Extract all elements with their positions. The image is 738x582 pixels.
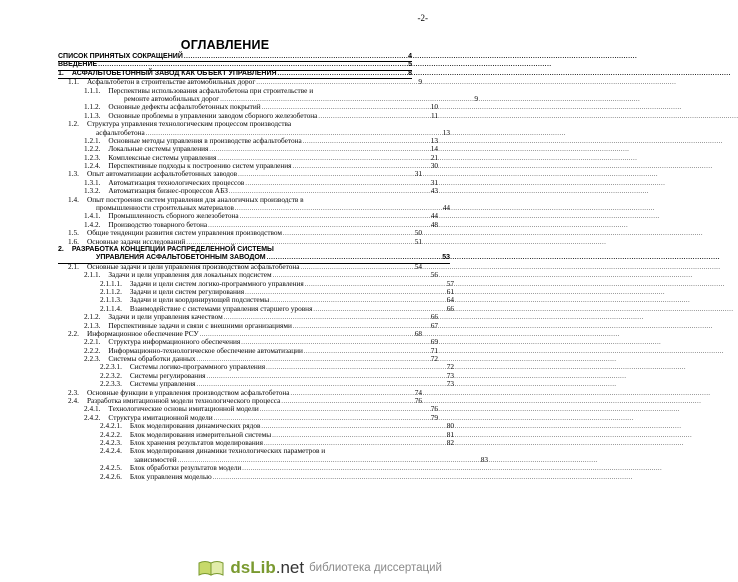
toc-entry-title: Структура информационного обеспечения (108, 337, 241, 347)
toc-entry-number: 1.3.2. (84, 186, 101, 196)
toc-entry-page: 44 (430, 211, 438, 221)
toc-entry-page: 31 (430, 177, 438, 187)
watermark (197, 558, 442, 578)
toc-entry-number: 1.3.1. (84, 177, 101, 187)
toc-entry-page: 79 (430, 412, 438, 422)
toc-entry-title: Локальные системы управления (108, 144, 209, 154)
toc-entry-number: 1.4. (68, 194, 79, 204)
toc-entry-title: Блок управления моделью (129, 471, 212, 481)
toc-entry-number: 2.2.3.3. (100, 379, 122, 389)
toc-entry-title: Общие тенденции развития систем управления производством (86, 228, 283, 238)
toc-entry-title: Информационно-технологическое обеспечение автоматизации (108, 345, 303, 355)
toc-entry-title: Блок моделирования измерительной системы (129, 429, 272, 439)
toc-dot-leader (184, 53, 407, 61)
toc-entry-page: 4 (408, 53, 412, 60)
toc-entry-title: Задачи и цели систем регулирования (129, 286, 245, 296)
toc-entry-number: 2.2.2. (84, 345, 101, 355)
book-logo-icon (197, 560, 225, 576)
toc-entry (58, 236, 422, 246)
toc-entry-page: 76 (414, 396, 422, 406)
toc-entry-number: 2.2. (68, 328, 79, 338)
toc-entry-number: 1.2.3. (84, 152, 101, 162)
toc-entry-number: 1.2.4. (84, 161, 101, 171)
toc-entry-page: 48 (430, 219, 438, 229)
toc-entry-title: ремонте автомобильных дорог (124, 93, 220, 103)
toc-entry (58, 447, 412, 455)
toc-entry-page: 80 (446, 421, 454, 431)
toc-entry-page: 44 (442, 203, 450, 213)
toc-entry-title: Перспективные подходы к построению систем управления (108, 161, 292, 171)
toc-entry-title: Перспективы использования асфальтобетона при строительстве и (108, 85, 314, 95)
table-of-contents (58, 53, 488, 481)
toc-entry-number: 1.1.1. (84, 85, 101, 95)
toc-entry (58, 53, 412, 61)
toc-entry-number: 1.1.2. (84, 102, 101, 112)
toc-entry-number: 2.4.2. (84, 412, 101, 422)
toc-entry-number: 2.1.1.4. (100, 303, 122, 313)
toc-entry-title: Системы регулирования (129, 370, 206, 380)
toc-entry-title: АСФАЛЬТОБЕТОННЫЙ ЗАВОД КАК ОБЪЕКТ УПРАВЛЕНИЯ (71, 69, 277, 77)
toc-entry-number: 1.4.1. (84, 211, 101, 221)
toc-entry-title: зависимостей (134, 454, 177, 464)
toc-entry-page: 56 (430, 270, 438, 280)
toc-entry-page: 13 (430, 135, 438, 145)
toc-entry-page: 82 (446, 437, 454, 447)
toc-entry-page: 14 (430, 144, 438, 154)
toc-entry-title: Блок моделирования динамики технологических параметров и (129, 446, 326, 456)
toc-entry-number: 1. (58, 69, 64, 77)
toc-entry-number: 1.3. (68, 169, 79, 179)
toc-entry-page: 68 (414, 328, 422, 338)
toc-entry-page: 74 (414, 387, 422, 397)
toc-entry-title: Задачи и цели координирующей подсистемы (129, 295, 270, 305)
toc-entry-page: 66 (430, 312, 438, 322)
toc-entry-number: 2.1.2. (84, 312, 101, 322)
toc-entry-number: 2.4.2.1. (100, 421, 122, 431)
toc-entry-title: Основные задачи исследований (86, 236, 186, 246)
toc-entry-title: Системы логико-программного управления (129, 362, 266, 372)
toc-entry-number: 2.4.2.5. (100, 463, 122, 473)
toc-entry-title: Основные функции в управления производством асфальтобетона (86, 387, 290, 397)
toc-entry-page: 57 (446, 278, 454, 288)
toc-entry-title: РАЗРАБОТКА КОНЦЕПЦИИ РАСПРЕДЕЛЕННОЙ СИСТЕМЫ (71, 245, 274, 253)
toc-entry-title: Блок хранения результатов моделирования (129, 437, 263, 447)
toc-entry-page: 81 (446, 429, 454, 439)
toc-entry-title: Основные дефекты асфальтобетонных покрытий (108, 102, 261, 112)
toc-entry-page: 61 (446, 286, 454, 296)
toc-entry-title: Производство товарного бетона (108, 219, 208, 229)
toc-entry-page: 67 (430, 320, 438, 330)
toc-dot-leader (278, 70, 408, 78)
toc-entry-number: 2.2.3.2. (100, 370, 122, 380)
toc-entry-title: Задачи и цели систем логико-программного управления (129, 278, 304, 288)
toc-entry-title: Технологические основы имитационной модели (108, 404, 259, 414)
toc-entry-page: 21 (430, 152, 438, 162)
toc-entry-number: 2.2.3.1. (100, 362, 122, 372)
toc-entry-number: 1.4.2. (84, 219, 101, 229)
page-number: -2- (417, 13, 428, 23)
toc-entry-number: 2.4.2.6. (100, 471, 122, 481)
toc-entry-title: Промышленность сборного железобетона (108, 211, 239, 221)
toc-entry-number: 2.4.1. (84, 404, 101, 414)
toc-entry-number: 1.2.1. (84, 135, 101, 145)
toc-entry (58, 61, 412, 69)
watermark-subtitle: библиотека диссертаций (309, 562, 442, 574)
toc-entry-title: Основные методы управления в производстве асфальтобетона (108, 135, 302, 145)
toc-entry-title: Структура имитационной модели (108, 412, 213, 422)
toc-entry-title: Блок обработки результатов модели (129, 463, 242, 473)
toc-entry-title: Структура управления технологическим процессом производства (86, 119, 292, 129)
toc-entry-number: 2.4. (68, 396, 79, 406)
watermark-brand (230, 558, 304, 578)
toc-entry-page: 73 (446, 379, 454, 389)
toc-entry-number: 2.4.2.2. (100, 429, 122, 439)
toc-entry-number: 2.4.2.4. (100, 446, 122, 456)
toc-entry-page: 64 (446, 295, 454, 305)
toc-entry-number: 2. (58, 245, 64, 253)
toc-entry-number: 2.1.1.1. (100, 278, 122, 288)
toc-entry-page: 11 (430, 110, 438, 120)
toc-entry-title: Комплексные системы управления (108, 152, 217, 162)
toc-entry-title: Опыт автоматизации асфальтобетонных заводов (86, 169, 238, 179)
toc-entry-title: Основные проблемы в управлении заводом сборного железобетона (108, 110, 318, 120)
toc-entry (58, 246, 412, 254)
toc-entry-number: 2.4.2.3. (100, 437, 122, 447)
toc-entry-number: 2.1.1.3. (100, 295, 122, 305)
toc-entry-title: асфальтобетона (96, 127, 145, 137)
toc-entry-title: промышленности строительных материалов (96, 203, 234, 213)
toc-entry-number: 1.1.3. (84, 110, 101, 120)
toc-entry-title: Опыт построения систем управления для аналогичных производств в (86, 194, 304, 204)
toc-entry-page: 69 (430, 337, 438, 347)
toc-entry-page: 50 (414, 228, 422, 238)
toc-entry-title: Системы управления (129, 379, 196, 389)
toc-entry-page: 71 (430, 345, 438, 355)
watermark-brand-suffix: .net (275, 558, 305, 577)
toc-entry-title: СПИСОК ПРИНЯТЫХ СОКРАЩЕНИЙ (58, 53, 183, 60)
toc-entry-page: 43 (430, 186, 438, 196)
toc-entry-title: Взаимодействие с системами управления старшего уровня (129, 303, 313, 313)
toc-entry-title: Разработка имитационной модели технологического процесса (86, 396, 281, 406)
toc-entry-number: 2.1.1.2. (100, 286, 122, 296)
toc-entry-page: 72 (430, 354, 438, 364)
toc-entry-number: 1.5. (68, 228, 79, 238)
toc-entry-number: 1.6. (68, 236, 79, 246)
toc-entry-title: Асфальтобетон в строительстве автомобильных дорог (86, 77, 256, 87)
toc-entry-page: 13 (442, 127, 450, 137)
toc-entry-title: УПРАВЛЕНИЯ АСФАЛЬТОБЕТОННЫМ ЗАВОДОМ (96, 254, 266, 262)
toc-entry-number: 1.2.2. (84, 144, 101, 154)
toc-entry-page: 9 (474, 93, 478, 103)
toc-heading: ОГЛАВЛЕНИЕ (180, 38, 270, 52)
toc-entry-page: 76 (430, 404, 438, 414)
toc-entry (58, 87, 412, 95)
toc-entry-number: 1.1. (68, 77, 79, 87)
toc-entry-title: Основные задачи и цели управления производством асфальтобетона (86, 261, 300, 271)
toc-entry-title: Информационное обеспечение РСУ (86, 328, 199, 338)
toc-entry-page: 53 (442, 254, 450, 262)
watermark-brand-main: dsLib (230, 558, 276, 577)
toc-entry (58, 473, 412, 481)
toc-entry-page: 10 (430, 102, 438, 112)
toc-entry-page: 66 (446, 303, 454, 313)
toc-entry-number: 2.1.1. (84, 270, 101, 280)
toc-entry-title: ВВЕДЕНИЕ (58, 61, 98, 69)
toc-entry-page: 54 (414, 261, 422, 271)
toc-entry-number: 2.2.1. (84, 337, 101, 347)
toc-entry-page: 30 (430, 161, 438, 171)
toc-entry-title: Задачи и цели управления для локальных подсистем (108, 270, 272, 280)
toc-entry-page: 83 (480, 454, 488, 464)
toc-entry-number: 2.3. (68, 387, 79, 397)
toc-entry-number: 2.1.3. (84, 320, 101, 330)
toc-entry-number: 1.2. (68, 119, 79, 129)
toc-entry-title: Автоматизация технологических процессов (108, 177, 245, 187)
toc-entry-page: 5 (408, 61, 412, 69)
toc-dot-leader (213, 473, 453, 482)
toc-entry-number: 2.2.3. (84, 354, 101, 364)
toc-dot-leader (98, 61, 407, 69)
toc-entry-page: 31 (414, 169, 422, 179)
toc-entry-page: 8 (408, 69, 412, 77)
toc-entry-page: 72 (446, 362, 454, 372)
toc-entry-title: Задачи и цели управления качеством (108, 312, 223, 322)
toc-entry-number: 2.1. (68, 261, 79, 271)
toc-entry-title: Системы обработки данных (108, 354, 196, 364)
toc-entry-page: 9 (418, 77, 422, 87)
toc-entry-title: Перспективные задачи и связи с внешними организациями (108, 320, 292, 330)
toc-entry-page: 51 (414, 236, 422, 246)
toc-entry-title: Блок моделирования динамических рядов (129, 421, 261, 431)
toc-entry-page: 73 (446, 370, 454, 380)
toc-entry-title: Автоматизация бизнес-процессов АБЗ (108, 186, 228, 196)
